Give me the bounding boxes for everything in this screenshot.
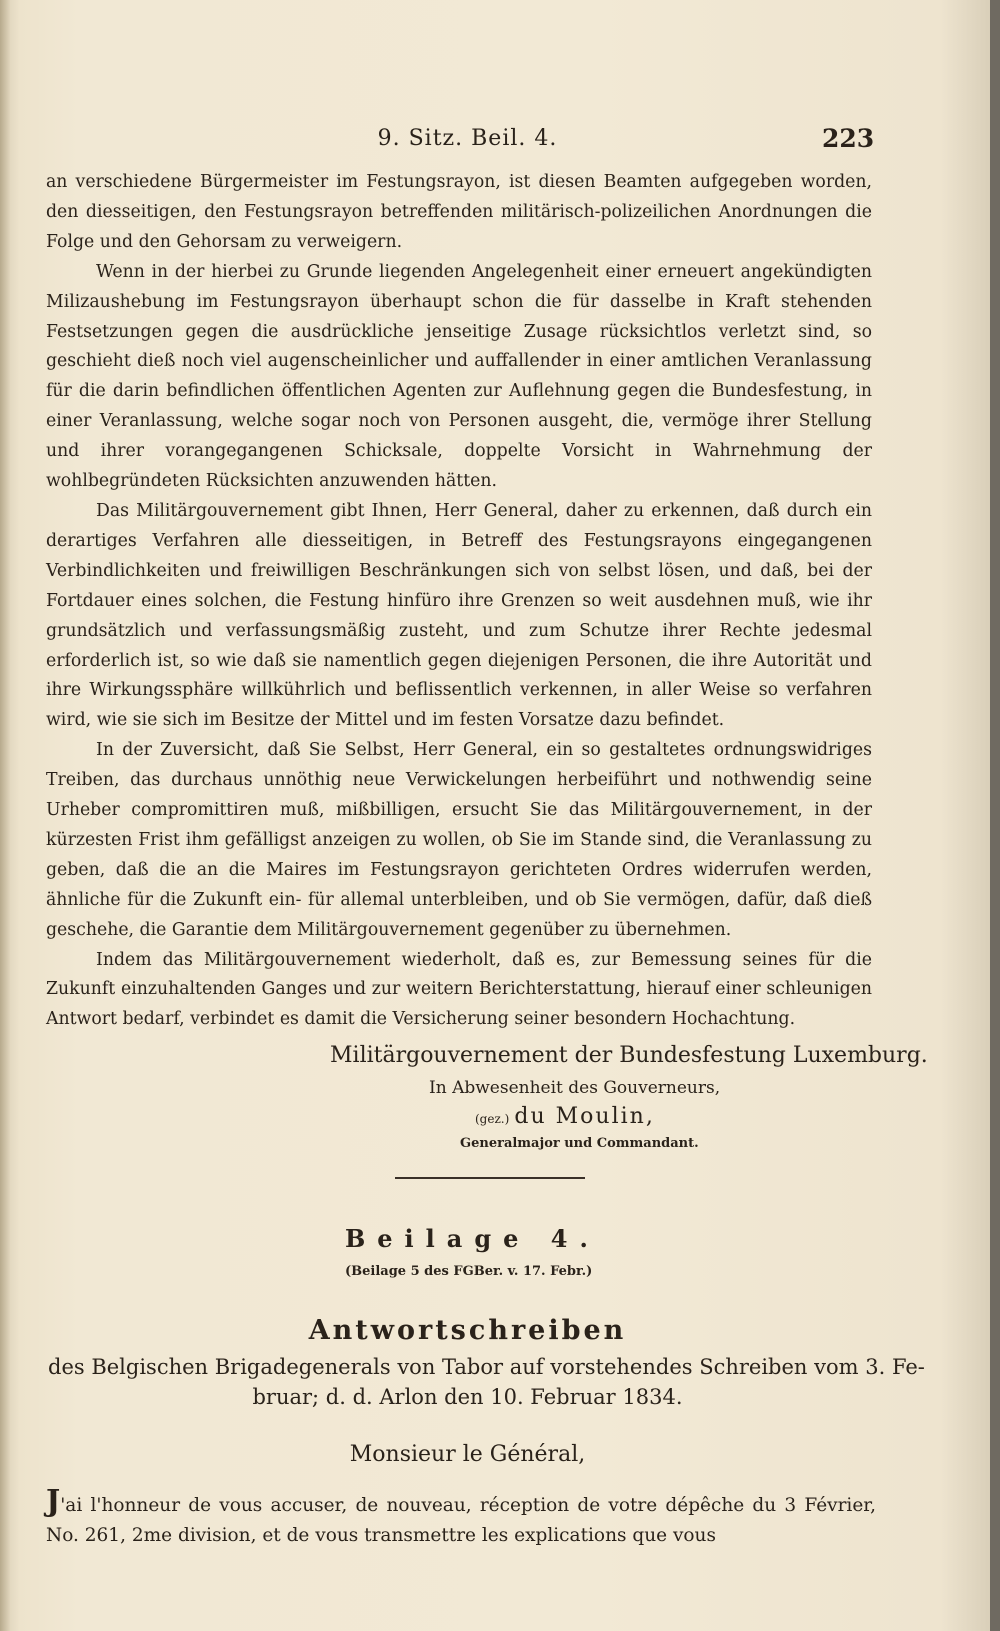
running-header [0,122,1000,158]
letter-body-text: 'ai l'honneur de vous accuser, de nouveau, réception de votre dépêche du 3 Février, No. 261, 2me division, et de vous transmettre les explications que vous [46,1495,876,1546]
appendix-subtitle: (Beilage 5 des FGBer. v. 17. Febr.) [345,1264,593,1279]
page-number: 223 [822,124,875,153]
paragraph-1: an verschiedene Bürgermeister im Festungsrayon, ist diesen Beamten aufgegeben worden, den diesseitigen, den Festungsrayon betreffenden militärisch-polizeilichen Anordnungen die Folge und den Gehorsam zu verweigern. [46,172,872,252]
appendix-title: Beilage 4. [345,1224,600,1253]
appendix-heading: Antwortschreiben [308,1315,627,1346]
appendix-description-line-2: bruar; d. d. Arlon den 10. Februar 1834. [252,1385,683,1409]
paragraph-5: Indem das Militärgouvernement wiederholt, daß es, zur Bemessung seines für die Zukunft einzuhaltenden Ganges und zur weitern Berichterstattung, hierauf einer schleunigen Antwort bedarf, verbindet es damit die Versicherung seiner besondern Hochachtung. [46,949,872,1030]
header-title: 9. Sitz. Beil. 4. [377,126,558,151]
paragraph-3: Das Militärgouvernement gibt Ihnen, Herr General, daher zu erkennen, daß durch ein derartiges Verfahren alle diesseitigen, in Betreff des Festungsrayons eingegangenen Verbindlichkeiten und freiwilligen Beschränkungen sich von selbst lösen, und daß, bei der Fortdauer eines solchen, die Festung hinfüro ihre Grenzen so weit ausdehnen muß, wie ihr grundsätzlich und verfassungsmäßig zusteht, und zum Schutze ihrer Rechte jedesmal erforderlich ist, so wie daß sie namentlich gegen diejenigen Personen, die ihre Autorität und ihre Wirkungssphäre willkührlich und beflissentlich verkennen, in aller Weise so verfahren wird, wie sie sich im Besitze der Mittel und im festen Vorsatze dazu befindet. [46,500,872,731]
signature-name-line [475,1104,655,1129]
appendix-description-line-1: des Belgischen Brigadegenerals von Tabor auf vorstehendes Schreiben vom 3. Fe- [48,1355,925,1379]
signature-authority: Militärgouvernement der Bundesfestung Luxemburg. [330,1043,928,1068]
section-divider [395,1177,585,1179]
drop-cap: J [46,1484,61,1519]
signed-prefix: (gez.) [475,1112,510,1126]
paragraph-4: In der Zuversicht, daß Sie Selbst, Herr General, ein so gestaltetes ordnungswidriges Treiben, das durchaus unnöthig neue Verwickelungen herbeiführt und nothwendig seine Urheber compromittiren muß, mißbilligen, ersucht Sie das Militärgouvernement, in der kürzesten Frist ihm gefälligst anzeigen zu wollen, ob Sie im Stande sind, die Veranlassung zu geben, daß die an die Maires im Festungsrayon gerichteten Ordres widerrufen werden, ähnliche für die Zukunft ein- für allemal unterbleiben, und ob Sie vermögen, dafür, daß dieß geschehe, die Garantie dem Militärgouvernement gegenüber zu übernehmen. [46,740,872,940]
letter-body [46,1484,876,1551]
signatory-name: du Moulin, [514,1104,655,1129]
letter-salutation: Monsieur le Général, [349,1442,586,1467]
signatory-rank: Generalmajor und Commandant. [460,1136,699,1151]
signature-absence-note: In Abwesenheit des Gouverneurs, [429,1078,721,1098]
body-text [46,168,872,1035]
paragraph-2: Wenn in der hierbei zu Grunde liegenden Angelegenheit einer erneuert angekündigten Milizaushebung im Festungsrayon überhaupt schon die für dasselbe in Kraft stehenden Festsetzungen gegen die ausdrückliche jenseitige Zusage rücksichtlos verletzt sind, so geschieht dieß noch viel augenscheinlicher und auffallender in einer amtlichen Veranlassung für die darin befindlichen öffentlichen Agenten zur Auflehnung gegen die Bundesfestung, in einer Veranlassung, welche sogar noch von Personen ausgeht, die, vermöge ihrer Stellung und ihrer vorangegangenen Schicksale, doppelte Vorsicht in Wahrnehmung der wohlbegründeten Rücksichten anzuwenden hätten. [46,261,872,492]
